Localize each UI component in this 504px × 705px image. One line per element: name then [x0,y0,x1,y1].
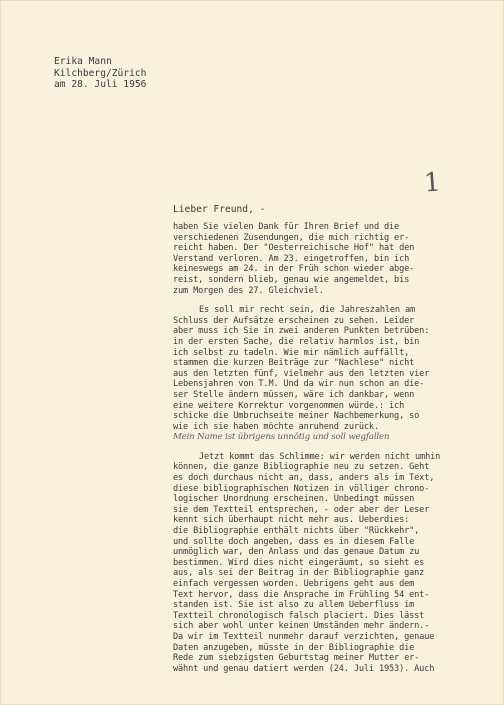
text-line: sie dem Textteil entsprechen, - oder aber der Leser [173,504,430,515]
text-line: schicke die Umbruchseite meiner Nachbemerkung, so [173,411,420,422]
sender-block [54,56,146,91]
text-line: einfach vergessen worden. Uebrigens geht aus dem [173,579,415,589]
text-line: aber muss ich Sie in zwei anderen Punkten betrüben: [173,326,430,337]
text-line: eine weitere Korrektur vorgenommen würde.: ich [173,400,405,411]
handwritten-note: Mein Name ist übrigens unnötig und soll wegfallen [173,432,390,443]
text-line: Jetzt kommt das Schlimme: wir werden nicht umhin [199,451,441,462]
text-line: zum Morgen des 27. Gleichviel. [173,285,324,296]
text-line: keineswegs am 24. in der Früh schon wieder abge- [173,264,415,275]
text-line: unmöglich war, den Anlass und das genaue Datum zu [173,547,420,558]
paragraph [173,222,491,296]
paragraph [173,305,491,443]
text-line: die Bibliographie enthält nichts über "Rückkehr", [173,526,420,537]
text-line: aus, als sei der Beitrag in der Bibliographie ganz [173,568,425,579]
text-line: Text hervor, dass die Ansprache im Frühling 54 ent- [173,589,430,600]
text-line: wähnt und genau datiert werden (24. Juli 1953). Auch [173,663,435,674]
text-line: sich aber wohl unter keinen Umständen mehr ändern.- [173,621,430,632]
sender-name: Erika Mann [54,56,112,67]
text-line: reicht haben. Der "Oesterreichische Hof" hat den [173,243,415,254]
text-line: standen ist. Sie ist also zu allem Ueberfluss im [173,600,415,611]
letter-date: am 28. Juli 1956 [54,79,147,90]
text-line: in der ersten Sache, die relativ harmlos ist, bin [173,336,420,347]
handwritten-page-number: 1 [422,167,442,199]
text-line: kennt sich überhaupt nicht mehr aus. Ueberdies: [173,515,410,526]
text-line: aus den letzten fünf, vielmehr aus den letzten vier [173,368,430,379]
text-line: können, die ganze Bibliographie neu zu setzen. Geht [173,462,430,473]
text-line: logischer Unordnung erscheinen. Unbedingt müssen [173,494,415,505]
text-line: wie ich sie haben möchte anruhend zurück. [173,421,379,432]
salutation: Lieber Freund, - [173,204,266,215]
text-line: bestimmen. Wird dies nicht eingeräumt, so sieht es [173,557,425,568]
text-line: es doch durchaus nicht an, dass, anders als im Text, [173,473,435,484]
letter-body [173,222,491,683]
text-line: und sollte doch angeben, dass es in diesem Falle [173,536,415,547]
text-line: Daten anzugeben, müsste in der Bibliographie die [173,642,415,653]
paragraph [173,452,491,674]
text-line: verschiedenen Zusendungen, die mich richtig er- [173,232,410,243]
text-line: haben Sie vielen Dank für Ihren Brief und die [173,222,400,232]
text-line: Rede zum siebzigsten Geburtstag meiner Mutter er- [173,653,420,664]
text-line: Lebensjahren von T.M. Und da wir nun schon an die- [173,379,425,390]
sender-address: Kilchberg/Zürich [54,67,147,79]
text-line: Textteil chronologisch falsch placiert. Dies lässt [173,610,425,621]
text-line: stammen die kurzen Beiträge zur "Nachlese" nicht [173,358,415,369]
text-line: reist, sondern blieb, genau wie angemeldet, bis [173,274,410,285]
text-line: ser Stelle ändern müssen, wäre ich dankbar, wenn [173,389,415,400]
text-line: Es soll mir recht sein, die Jahreszahlen am [199,305,416,316]
text-line: Da wir im Textteil nunmehr darauf verzichten, genaue [173,631,435,642]
text-line: Schluss der Aufsätze erscheinen zu sehen. Leider [173,315,415,326]
text-line: Verstand verloren. Am 23. eingetroffen, bin ich [173,253,410,264]
text-line: ich selbst zu tadeln. Wie mir nämlich auffällt, [173,347,410,358]
text-line: diese bibliographischen Notizen in völliger chrono- [173,483,430,494]
